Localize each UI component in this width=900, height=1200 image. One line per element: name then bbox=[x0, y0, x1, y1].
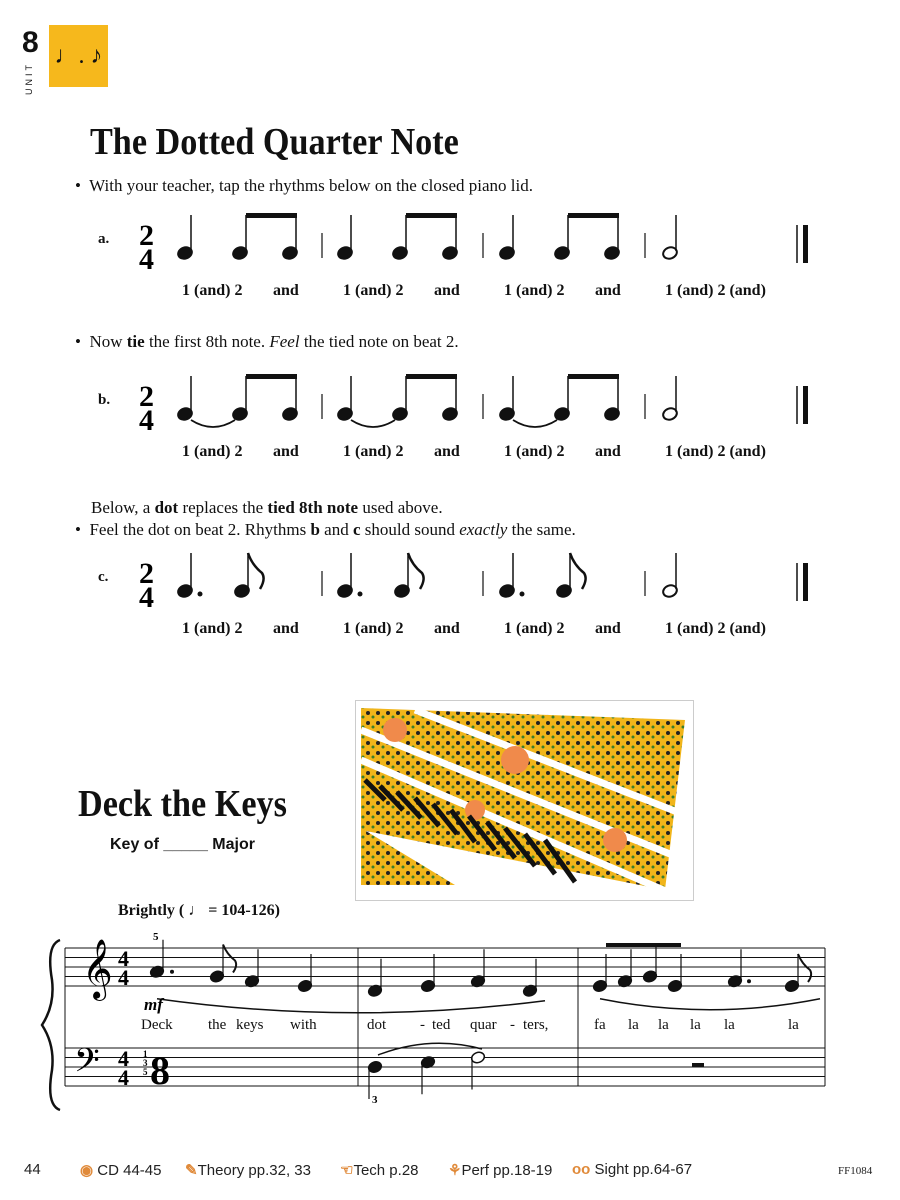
beam bbox=[246, 213, 297, 218]
t: the same. bbox=[507, 520, 576, 539]
t: replaces the bbox=[178, 498, 268, 517]
t: should sound bbox=[360, 520, 460, 539]
lyric-syllable: - bbox=[510, 1017, 515, 1033]
whole-rest bbox=[692, 1063, 704, 1067]
dot bbox=[170, 970, 174, 974]
instruction-c1 bbox=[91, 498, 443, 518]
beam bbox=[406, 213, 457, 218]
lh-chord-fingering-big: 8 bbox=[150, 1048, 170, 1093]
time-sig-top: 2 bbox=[139, 557, 154, 590]
lyric-syllable: with bbox=[290, 1017, 317, 1033]
dot bbox=[520, 592, 525, 597]
count-label: 1 (and) 2 bbox=[504, 443, 565, 460]
count-label: and bbox=[273, 620, 299, 637]
beam bbox=[246, 374, 297, 379]
time-sig-digit: 4 bbox=[118, 946, 129, 971]
t: and bbox=[319, 520, 353, 539]
lyric-syllable: keys bbox=[236, 1017, 264, 1033]
lyric-syllable: ted bbox=[432, 1017, 451, 1033]
pencil-icon: ✎ bbox=[185, 1162, 198, 1179]
rhythm-label: c. bbox=[98, 569, 109, 585]
book-code: FF1084 bbox=[838, 1165, 873, 1177]
instruction-c2: • Feel the dot on beat 2. Rhythms b and c should sound exactly the same. bbox=[75, 520, 576, 539]
lyric-syllable: quar bbox=[470, 1017, 497, 1033]
time-sig-digit: 4 bbox=[118, 1065, 129, 1090]
count-label: 1 (and) 2 bbox=[504, 282, 565, 299]
lyric-syllable: la bbox=[628, 1017, 639, 1033]
instruction-text: With your teacher, tap the rhythms below on the closed piano lid. bbox=[89, 176, 533, 195]
time-sig-digit: 4 bbox=[118, 1046, 129, 1071]
hand-icon: ☜ bbox=[340, 1162, 354, 1179]
dynamic-marking: mf bbox=[144, 995, 163, 1014]
page-title: The Dotted Quarter Note bbox=[90, 121, 459, 163]
footer-sight bbox=[572, 1161, 692, 1178]
tie bbox=[351, 420, 395, 427]
finger-number: 5 bbox=[153, 931, 159, 943]
brace bbox=[42, 940, 60, 1110]
count-label: 1 (and) 2 (and) bbox=[665, 620, 766, 637]
cd-icon: ◉ bbox=[80, 1162, 94, 1179]
bass-clef: 𝄢 bbox=[74, 1042, 100, 1087]
lyric-syllable: la bbox=[724, 1017, 735, 1033]
rhythm-notation bbox=[0, 541, 900, 621]
flag bbox=[248, 553, 264, 589]
rhythm-notation bbox=[0, 203, 900, 283]
time-sig-digit: 4 bbox=[118, 965, 129, 990]
time-sig-top: 2 bbox=[139, 380, 154, 413]
count-label: and bbox=[595, 620, 621, 637]
lh-chord-fingering: 1 bbox=[143, 1049, 148, 1059]
count-label: 1 (and) 2 bbox=[504, 620, 565, 637]
lyric-syllable: la bbox=[788, 1017, 799, 1033]
dot bbox=[358, 592, 363, 597]
count-label: and bbox=[434, 282, 460, 299]
finger-number: 3 bbox=[372, 1094, 378, 1106]
t: exactly bbox=[459, 520, 508, 539]
footer-theory bbox=[185, 1161, 311, 1179]
lyric-syllable: dot bbox=[367, 1017, 387, 1033]
footer-tech bbox=[340, 1161, 419, 1179]
time-sig-top: 2 bbox=[139, 219, 154, 252]
footer-perf bbox=[448, 1161, 552, 1179]
slur bbox=[378, 1043, 482, 1055]
count-label: 1 (and) 2 bbox=[343, 620, 404, 637]
lyric-syllable: fa bbox=[594, 1017, 606, 1033]
unit-number: 8 bbox=[22, 26, 39, 59]
count-label: 1 (and) 2 bbox=[182, 282, 243, 299]
t: Theory pp.32, 33 bbox=[197, 1162, 311, 1179]
tie bbox=[191, 420, 235, 427]
instruction-a: • With your teacher, tap the rhythms below on the closed piano lid. bbox=[75, 176, 533, 195]
count-label: and bbox=[434, 620, 460, 637]
rhythm-label: b. bbox=[98, 392, 111, 408]
final-barline-thick bbox=[803, 563, 808, 601]
count-label: 1 (and) 2 bbox=[343, 282, 404, 299]
count-label: 1 (and) 2 (and) bbox=[665, 282, 766, 299]
rhythm-label: a. bbox=[98, 231, 110, 247]
t: c bbox=[352, 520, 361, 539]
count-label: and bbox=[273, 282, 299, 299]
lyric-syllable: the bbox=[208, 1017, 227, 1033]
page-number: 44 bbox=[24, 1161, 41, 1178]
t: the tied note on beat 2. bbox=[299, 332, 459, 351]
dot bbox=[198, 592, 203, 597]
lyric-syllable: - bbox=[420, 1017, 425, 1033]
beam bbox=[568, 374, 619, 379]
beam bbox=[568, 213, 619, 218]
time-sig-bottom: 4 bbox=[139, 581, 154, 614]
t: dot bbox=[154, 498, 179, 517]
t: Sight pp.64-67 bbox=[594, 1161, 693, 1178]
key-of-label: Key of _____ Major bbox=[110, 836, 255, 853]
flag bbox=[798, 954, 811, 982]
unit-rhythm-badge: ♩. ♪ bbox=[49, 25, 108, 87]
tempo-marking: Brightly ( ♩ = 104-126) bbox=[118, 902, 280, 919]
t: tied 8th note bbox=[267, 498, 359, 517]
t: b bbox=[310, 520, 320, 539]
t: Perf pp.18-19 bbox=[461, 1162, 553, 1179]
flag bbox=[570, 553, 586, 589]
final-barline-thick bbox=[803, 225, 808, 263]
beam bbox=[606, 943, 681, 947]
glasses-icon: oo bbox=[572, 1161, 591, 1178]
t: the first 8th note. bbox=[144, 332, 270, 351]
final-barline-thick bbox=[803, 386, 808, 424]
t: Now bbox=[89, 332, 127, 351]
flower-icon: ⚘ bbox=[448, 1162, 462, 1179]
instruction-b: • Now tie the first 8th note. Feel the tied note on beat 2. bbox=[75, 332, 459, 351]
piano-illustration bbox=[355, 700, 695, 902]
tie bbox=[513, 420, 557, 427]
dot bbox=[747, 979, 751, 983]
lyric-syllable: ters, bbox=[523, 1017, 549, 1033]
t: Feel bbox=[269, 332, 300, 351]
treble-clef: 𝄞 bbox=[82, 941, 113, 998]
beam bbox=[406, 374, 457, 379]
count-label: 1 (and) 2 bbox=[182, 620, 243, 637]
count-label: and bbox=[595, 282, 621, 299]
count-label: 1 (and) 2 (and) bbox=[665, 443, 766, 460]
lyric-syllable: la bbox=[690, 1017, 701, 1033]
count-label: and bbox=[595, 443, 621, 460]
time-sig-bottom: 4 bbox=[139, 243, 154, 276]
unit-label: UNIT bbox=[24, 62, 34, 95]
t: Feel the dot on beat 2. Rhythms bbox=[89, 520, 311, 539]
lh-chord-fingering: 5 bbox=[143, 1067, 148, 1077]
phrase-slur bbox=[600, 999, 820, 1010]
lyric-syllable: la bbox=[658, 1017, 669, 1033]
t: CD 44-45 bbox=[97, 1162, 162, 1179]
piece-title: Deck the Keys bbox=[78, 783, 287, 825]
rhythm-notation bbox=[0, 364, 900, 444]
t: used above. bbox=[358, 498, 443, 517]
lh-chord-fingering: 3 bbox=[143, 1058, 148, 1068]
flag bbox=[223, 945, 236, 973]
count-label: 1 (and) 2 bbox=[182, 443, 243, 460]
count-label: and bbox=[273, 443, 299, 460]
count-label: and bbox=[434, 443, 460, 460]
t: Below, a bbox=[91, 498, 155, 517]
lyric-syllable: Deck bbox=[141, 1017, 173, 1033]
footer-cd bbox=[80, 1161, 161, 1179]
t: Tech p.28 bbox=[353, 1162, 419, 1179]
flag bbox=[408, 553, 424, 589]
phrase-slur bbox=[157, 999, 545, 1013]
t: tie bbox=[126, 332, 145, 351]
count-label: 1 (and) 2 bbox=[343, 443, 404, 460]
time-sig-bottom: 4 bbox=[139, 404, 154, 437]
